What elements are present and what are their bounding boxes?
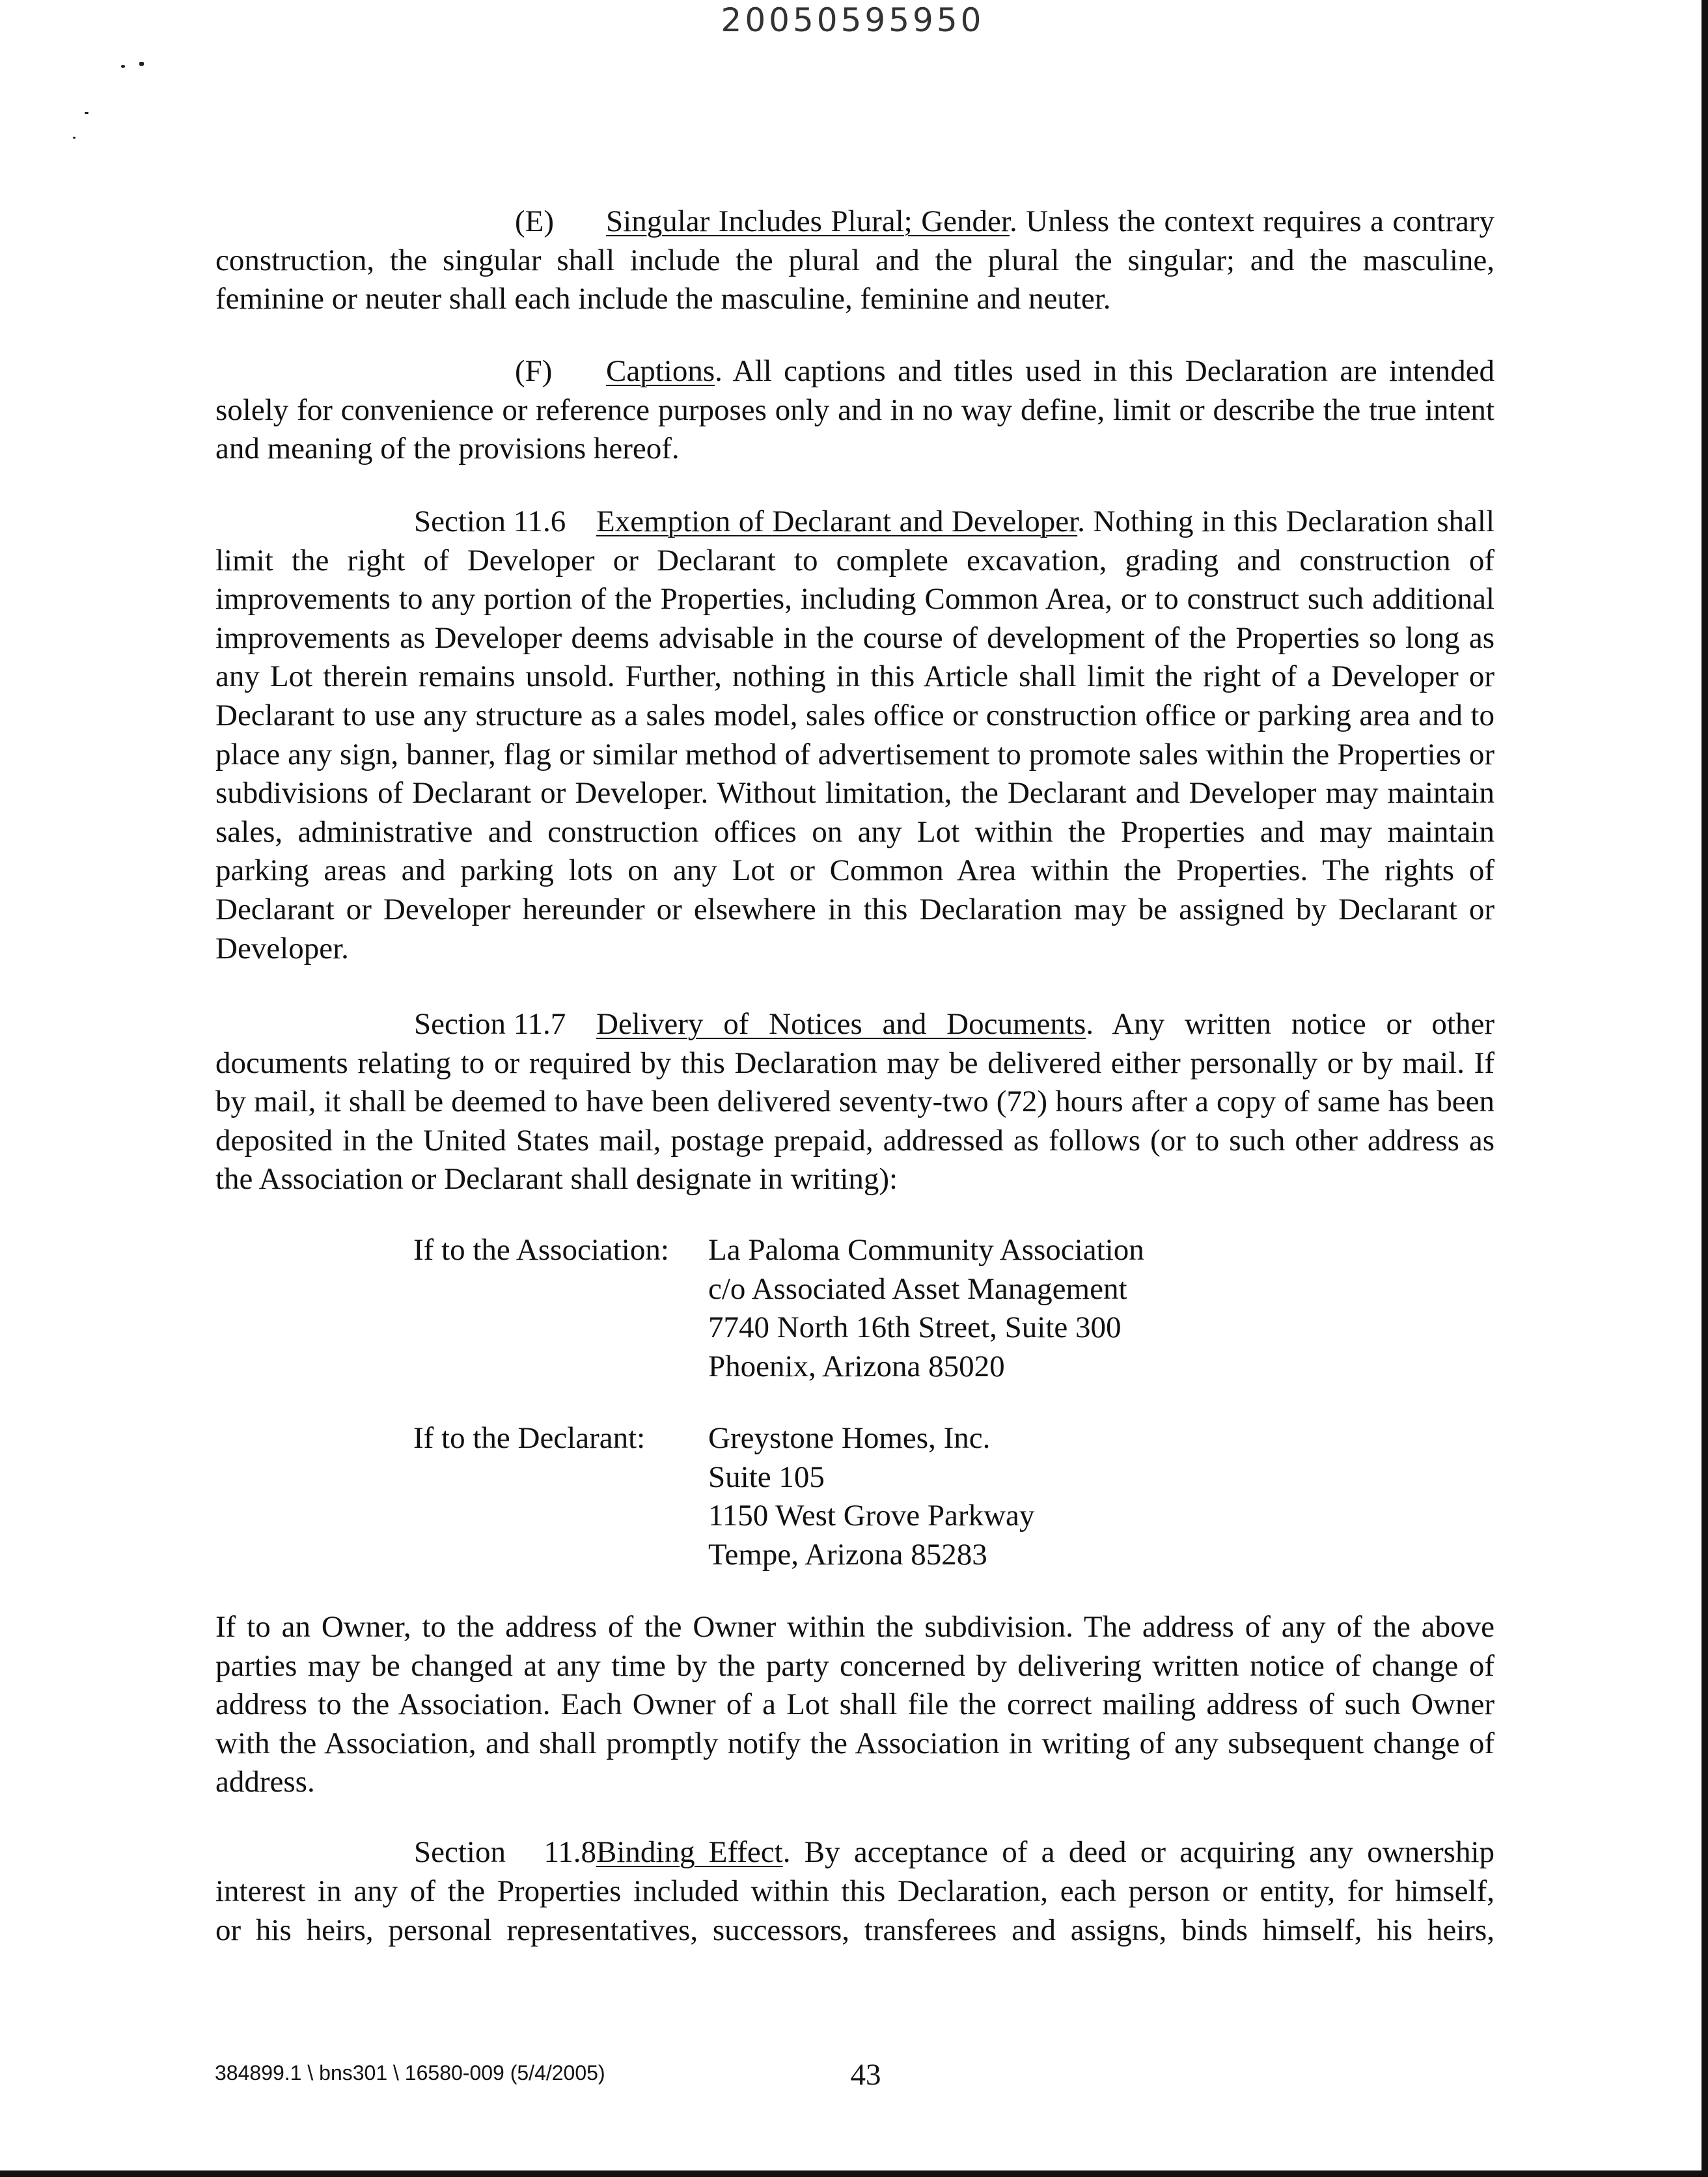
address-line: Suite 105 xyxy=(708,1460,825,1494)
section-e-heading: Singular Includes Plural; Gender xyxy=(606,204,1010,238)
page-number: 43 xyxy=(850,2058,881,2092)
scan-speck xyxy=(139,62,144,66)
document-number: 20050595950 xyxy=(721,1,985,39)
section-11-8-text-1: By acceptance of a deed or acquiring any ownership xyxy=(804,1835,1494,1869)
section-11-6-paragraph: Section 11.6 Exemption of Declarant and Developer. Nothing in this Declaration shall limit the right of Developer or Declarant to complete excavation, grading and construction of improvements to any portion of the Properties, including Common Area, or to construct such additional improvements as Developer deems advisable in the course of development of the Properties so long as any Lot therein remains unsold. Further, nothing in this Article shall limit the right of a Developer or Declarant to use any structure as a sales model, sales office or construction office or parking area and to place any sign, banner, flag or similar method of advertisement to promote sales within the Properties or subdivisions of Declarant or Developer. Without limitation, the Declarant and Developer may maintain sales, administrative and construction offices on any Lot within the Properties and may maintain parking areas and parking lots on any Lot or Common Area within the Properties. The rights of Declarant or Developer hereunder or elsewhere in this Declaration may be assigned by Declarant or Developer. xyxy=(215,503,1494,968)
declarant-address xyxy=(708,1419,1424,1574)
scan-speck xyxy=(85,112,89,114)
address-line: La Paloma Community Association xyxy=(708,1233,1144,1267)
section-11-6-label: Section 11.6 xyxy=(414,505,566,538)
association-address-label: If to the Association: xyxy=(413,1233,669,1267)
address-line: Tempe, Arizona 85283 xyxy=(708,1537,987,1572)
declarant-address-label: If to the Declarant: xyxy=(413,1421,646,1455)
section-11-8-line-2: interest in any of the Properties included within this Declaration, each person or entity, for himself, xyxy=(215,1874,1494,1908)
scan-speck xyxy=(121,65,125,68)
section-11-7-heading: Delivery of Notices and Documents xyxy=(596,1007,1086,1041)
section-11-8-heading: Binding Effect xyxy=(596,1835,783,1869)
section-11-8-line-3: or his heirs, personal representatives, successors, transferees and assigns, binds himself, his heirs, xyxy=(215,1913,1494,1947)
address-line: Phoenix, Arizona 85020 xyxy=(708,1349,1005,1383)
owner-notice-paragraph: If to an Owner, to the address of the Owner within the subdivision. The address of any of the above parties may be changed at any time by the party concerned by delivering written notice of change of address to the Association. Each Owner of a Lot shall file the correct mailing address of such Owner with the Association, and shall promptly notify the Association in writing of any subsequent change of address. xyxy=(215,1610,1494,1799)
section-e-text: Unless the context requires a contrary construction, the singular shall include the plural and the plural the singular; and the masculine, feminine or neuter shall each include the masculine, feminine and neuter. xyxy=(215,204,1494,316)
section-11-6-heading: Exemption of Declarant and Developer xyxy=(596,505,1078,538)
section-11-8-label: Section 11.8 xyxy=(414,1835,596,1869)
footer-reference: 384899.1 \ bns301 \ 16580-009 (5/4/2005) xyxy=(215,2061,605,2085)
address-line: Greystone Homes, Inc. xyxy=(708,1421,991,1455)
scan-speck xyxy=(73,137,76,139)
section-e-letter: (E) xyxy=(515,204,555,238)
section-e-paragraph: (E) Singular Includes Plural; Gender. Unless the context requires a contrary construction, the singular shall include the plural and the plural the singular; and the masculine, feminine or neuter shall each include the masculine, feminine and neuter. xyxy=(215,202,1494,319)
section-f-heading: Captions xyxy=(606,354,715,388)
scan-edge-right xyxy=(1701,0,1708,2177)
section-11-8-line-1: Section 11.8Binding Effect. By acceptance of a deed or acquiring any ownership xyxy=(215,1833,1494,1872)
section-f-text: All captions and titles used in this Declaration are intended solely for convenience or reference purposes only and in no way define, limit or describe the true intent and meaning of the provisions hereof. xyxy=(215,354,1494,466)
section-11-6-text: Nothing in this Declaration shall limit the right of Developer or Declarant to complete excavation, grading and construction of improvements to any portion of the Properties, including Common Area, or to construct such additional improvements as Developer deems advisable in the course of development of the Properties so long as any Lot therein remains unsold. Further, nothing in this Article shall limit the right of a Developer or Declarant to use any structure as a sales model, sales office or construction office or parking area and to place any sign, banner, flag or similar method of advertisement to promote sales within the Properties or subdivisions of Declarant or Developer. Without limitation, the Declarant and Developer may maintain sales, administrative and construction offices on any Lot within the Properties and may maintain parking areas and parking lots on any Lot or Common Area within the Properties. The rights of Declarant or Developer hereunder or elsewhere in this Declaration may be assigned by Declarant or Developer. xyxy=(215,505,1494,965)
address-line: c/o Associated Asset Management xyxy=(708,1271,1127,1306)
section-f-letter: (F) xyxy=(515,354,553,388)
section-11-7-text: Any written notice or other documents relating to or required by this Declaration may be delivered either personally or by mail. If by mail, it shall be deemed to have been delivered seventy-two (72) hours after a copy of same has been deposited in the United States mail, postage prepaid, addressed as follows (or to such other address as the Association or Declarant shall designate in writing): xyxy=(215,1007,1494,1197)
section-f-paragraph: (F) Captions. All captions and titles used in this Declaration are intended solely for convenience or reference purposes only and in no way define, limit or describe the true intent and meaning of the provisions hereof. xyxy=(215,352,1494,469)
association-address xyxy=(708,1231,1424,1386)
section-11-7-label: Section 11.7 xyxy=(414,1007,566,1041)
scan-edge-bottom xyxy=(0,2170,1708,2177)
address-line: 7740 North 16th Street, Suite 300 xyxy=(708,1310,1122,1345)
address-line: 1150 West Grove Parkway xyxy=(708,1499,1035,1533)
section-11-7-paragraph: Section 11.7 Delivery of Notices and Documents. Any written notice or other documents relating to or required by this Declaration may be delivered either personally or by mail. If by mail, it shall be deemed to have been delivered seventy-two (72) hours after a copy of same has been deposited in the United States mail, postage prepaid, addressed as follows (or to such other address as the Association or Declarant shall designate in writing): xyxy=(215,1005,1494,1199)
